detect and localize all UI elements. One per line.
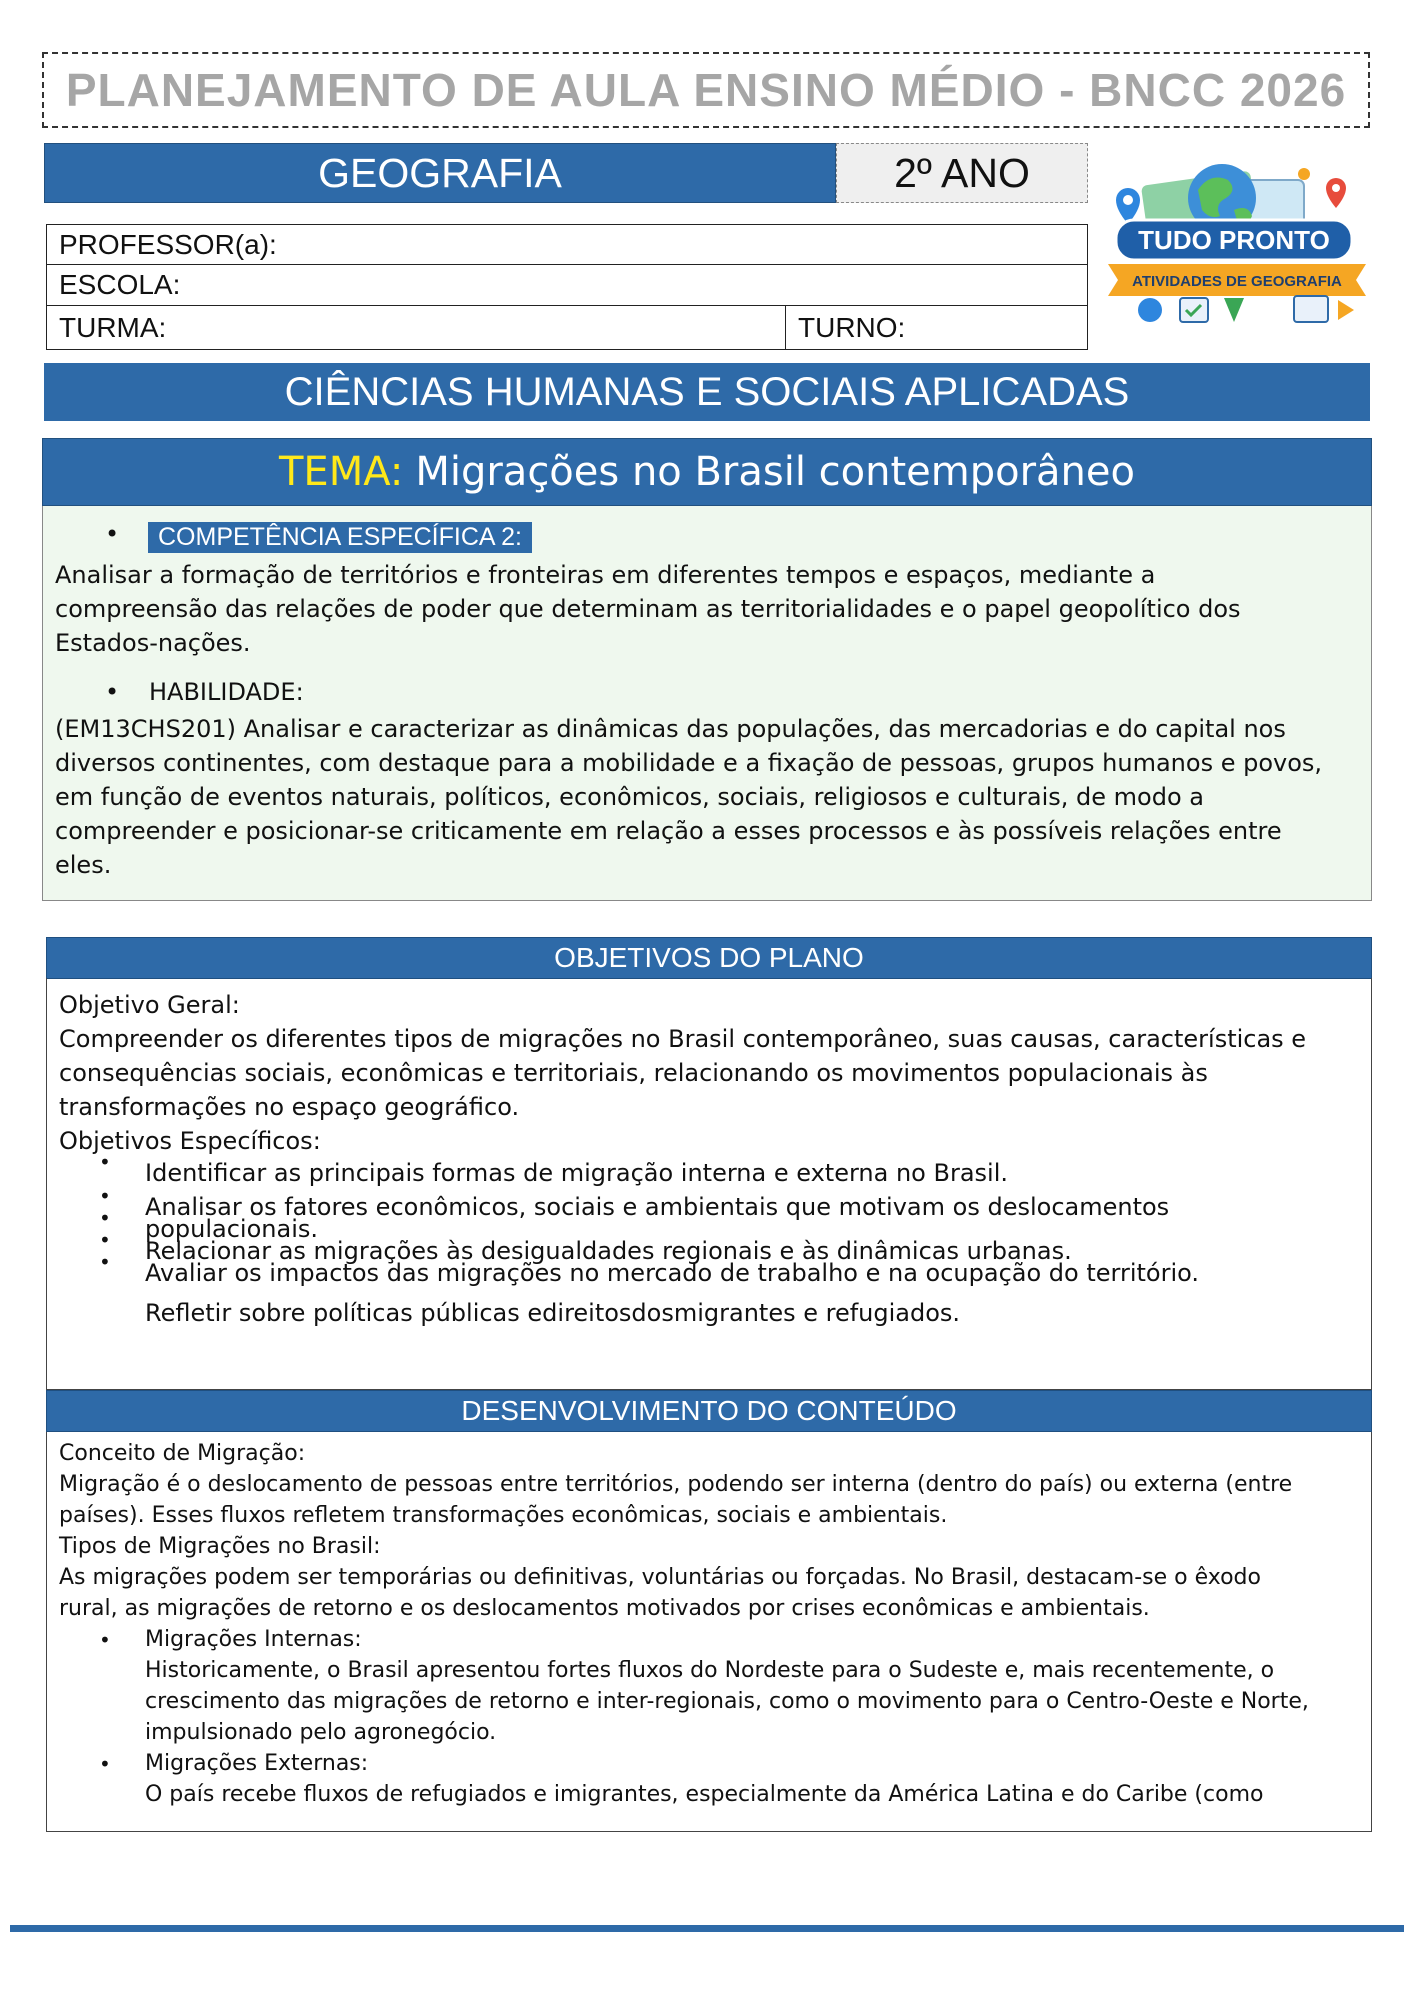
turma-label: TURMA:	[59, 311, 167, 343]
area-bar	[44, 363, 1370, 421]
desenvolvimento-top-block	[59, 1438, 1369, 1624]
objetivo-especifico-item: Relacionar as migrações às desigualdades regionais e às dinâmicas urbanas.	[145, 1237, 1072, 1265]
competencia-line: compreensão das relações de poder que determinam as territorialidades e o papel geopolítico dos	[55, 595, 1241, 623]
internas-block	[145, 1624, 1365, 1748]
professor-field[interactable]	[46, 224, 1088, 265]
externas-label: Migrações Externas:	[145, 1751, 369, 1776]
bullet-icon: •	[99, 1150, 111, 1174]
habilidade-line: diversos continentes, com destaque para a mobilidade e a fixação de pessoas, grupos humanos e povos,	[55, 749, 1323, 777]
page-title-box	[42, 52, 1370, 128]
decor-dot	[1298, 168, 1310, 180]
internas-line: Historicamente, o Brasil apresentou fortes fluxos do Nordeste para o Sudeste e, mais recentemente, o	[145, 1658, 1275, 1683]
competencia-text	[55, 558, 1365, 660]
tema-bar	[42, 438, 1372, 506]
tipos-line: As migrações podem ser temporárias ou definitivas, voluntárias ou forçadas. No Brasil, destacam-se o êxodo	[59, 1565, 1261, 1590]
bullet-icons	[99, 1152, 111, 1272]
footer-divider	[10, 1925, 1404, 1932]
habilidade-label: HABILIDADE:	[149, 678, 304, 706]
turno-label: TURNO:	[798, 311, 906, 343]
conceito-label: Conceito de Migração:	[59, 1441, 306, 1466]
bullet-icon: •	[105, 678, 120, 706]
decor-arrow	[1338, 300, 1354, 320]
objetivo-especifico-item: populacionais.	[145, 1215, 319, 1243]
conceito-line: países). Esses fluxos refletem transformações econômicas, sociais e ambientais.	[59, 1503, 948, 1528]
objetivo-especifico-item: Refletir sobre políticas públicas edireitosdosmigrantes e refugiados.	[145, 1299, 961, 1327]
tipos-line: rural, as migrações de retorno e os deslocamentos motivados por crises econômicas e ambientais.	[59, 1596, 1150, 1621]
map-pin-red-dot	[1332, 184, 1340, 192]
escola-field[interactable]	[46, 265, 1088, 306]
objetivo-geral-block	[59, 988, 1359, 1158]
habilidade-line: eles.	[55, 851, 112, 879]
objetivo-geral-label: Objetivo Geral:	[59, 991, 240, 1019]
competencia-label: COMPETÊNCIA ESPECÍFICA 2:	[148, 522, 532, 553]
turno-field[interactable]	[785, 306, 905, 349]
bullet-icon: •	[99, 1752, 111, 1776]
desenvolvimento-title: DESENVOLVIMENTO DO CONTEÚDO	[461, 1395, 957, 1426]
logo-graphic	[1094, 160, 1380, 328]
objetivo-geral-line: Compreender os diferentes tipos de migrações no Brasil contemporâneo, suas causas, características e	[59, 1025, 1307, 1053]
bullet-icon: •	[99, 1206, 111, 1230]
internas-label: Migrações Internas:	[145, 1627, 362, 1652]
habilidade-line: em função de eventos naturais, políticos, econômicos, sociais, religiosos e culturais, de modo a	[55, 783, 1204, 811]
professor-label: PROFESSOR(a):	[59, 228, 277, 260]
objetivo-especifico-item: Identificar as principais formas de migração interna e externa no Brasil.	[145, 1159, 1008, 1187]
objetivo-geral-line: consequências sociais, econômicas e territoriais, relacionando os movimentos populacionais às	[59, 1059, 1208, 1087]
tema-value: Migrações no Brasil contemporâneo	[415, 449, 1135, 495]
competencia-line: Estados-nações.	[55, 629, 251, 657]
desenvolvimento-panel	[46, 1432, 1372, 1832]
habilidade-line: (EM13CHS201) Analisar e caracterizar as dinâmicas das populações, das mercadorias e do capital nos	[55, 715, 1286, 743]
year-box	[836, 143, 1088, 203]
objetivo-especifico-item: Analisar os fatores econômicos, sociais e ambientais que motivam os deslocamentos	[145, 1193, 1170, 1221]
externas-line: O país recebe fluxos de refugiados e imigrantes, especialmente da América Latina e do Caribe (como	[145, 1782, 1264, 1807]
map-pin-dot	[1123, 195, 1133, 205]
turma-field[interactable]	[46, 306, 1088, 350]
objetivo-especifico-item: Avaliar os impactos das migrações no mercado de trabalho e na ocupação do território.	[145, 1259, 1200, 1287]
subject-label: GEOGRAFIA	[318, 149, 562, 196]
subject-bar	[44, 143, 836, 203]
bullet-icon: •	[99, 1250, 111, 1274]
logo-line1: TUDO PRONTO	[1138, 225, 1330, 255]
internas-line: crescimento das migrações de retorno e inter-regionais, como o movimento para o Centro-Oeste e Norte,	[145, 1689, 1309, 1714]
decor-triangle	[1224, 298, 1244, 322]
year-label: 2º ANO	[894, 149, 1030, 196]
bullet-icon: •	[99, 1628, 111, 1652]
habilidade-text	[55, 712, 1365, 882]
tema-label: TEMA:	[278, 449, 404, 495]
logo-line2: ATIVIDADES DE GEOGRAFIA	[1132, 273, 1342, 290]
document-icon	[1294, 296, 1328, 322]
compass-icon	[1138, 298, 1162, 322]
habilidade-line: compreender e posicionar-se criticamente em relação a esses processos e às possíveis relações entre	[55, 817, 1282, 845]
competencia-line: Analisar a formação de territórios e fronteiras em diferentes tempos e espaços, mediante a	[55, 561, 1156, 589]
bullet-icon: •	[105, 520, 120, 548]
internas-line: impulsionado pelo agronegócio.	[145, 1720, 497, 1745]
bullet-icon: •	[99, 1184, 111, 1208]
tudo-pronto-logo	[1094, 160, 1380, 328]
objetivos-panel	[46, 978, 1372, 1390]
competencia-label-box	[148, 522, 532, 553]
map-pin-red-icon	[1326, 178, 1346, 208]
objetivo-geral-line: transformações no espaço geográfico.	[59, 1093, 520, 1121]
objetivos-especificos-list	[145, 1159, 1365, 1327]
objetivos-especificos-label: Objetivos Específicos:	[59, 1127, 321, 1155]
tipos-label: Tipos de Migrações no Brasil:	[59, 1534, 381, 1559]
objetivos-header	[46, 937, 1372, 979]
area-title: CIÊNCIAS HUMANAS E SOCIAIS APLICADAS	[284, 369, 1130, 414]
bullet-icon: •	[99, 1228, 111, 1252]
escola-label: ESCOLA:	[59, 269, 181, 300]
objetivos-title: OBJETIVOS DO PLANO	[554, 942, 864, 973]
externas-block	[145, 1748, 1365, 1810]
competencia-panel	[42, 506, 1372, 901]
conceito-line: Migração é o deslocamento de pessoas entre territórios, podendo ser interna (dentro do país) ou externa (entre	[59, 1472, 1293, 1497]
page-title: PLANEJAMENTO DE AULA ENSINO MÉDIO - BNCC 2026	[65, 64, 1347, 116]
desenvolvimento-header	[46, 1390, 1372, 1432]
